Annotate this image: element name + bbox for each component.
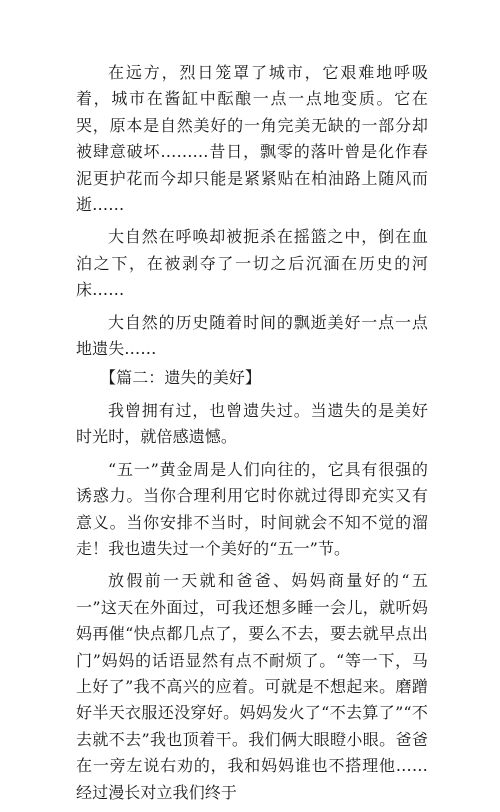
- paragraph-nature-history: 大自然的历史随着时间的飘逝美好一点一点地遗失……: [76, 312, 428, 359]
- paragraph-lost-and-regret: 我曾拥有过，也曾遗失过。当遗失的是美好时光时，就倍感遗憾。: [76, 400, 428, 447]
- paragraph-holiday-story: 放假前一天就和爸爸、妈妈商量好的“五一”这天在外面过，可我还想多睡一会儿，就听妈妈再催“快点都几点了，要么不去，要去就早点出门”妈妈的话语显然有点不耐烦了。“等一下，马上好了”我不高兴的应着。可就是不想起来。磨蹭好半天衣服还没穿好。妈妈发火了“不去算了”“不去就不去”我也顶着干。我们俩大眼瞪小眼。爸爸在一旁左说右劝的，我和妈妈谁也不搭理他……经过漫长对立我们终于: [76, 571, 428, 802]
- paragraph-city-distress: 在远方，烈日笼罩了城市，它艰难地呼吸着，城市在酱缸中酝酿一点一点地变质。它在哭，原本是自然美好的一角完美无缺的一部分却被肆意破坏………昔日，飘零的落叶曾是化作春泥更护花而今却只能是紧紧贴在柏油路上随风而逝……: [76, 63, 428, 215]
- section-heading-part-two: 【篇二：遗失的美好】: [100, 368, 262, 388]
- paragraph-may-day-holiday: “五一”黄金周是人们向往的，它具有很强的诱惑力。当你合理利用它时你就过得即充实又有意义。当你安排不当时，时间就会不知不觉的溜走！我也遗失过一个美好的“五一”节。: [76, 459, 428, 558]
- document-page: [76, 60, 428, 812]
- paragraph-nature-calling: 大自然在呼唤却被扼杀在摇篮之中，倒在血泊之下，在被剥夺了一切之后沉湎在历史的河床……: [76, 227, 428, 300]
